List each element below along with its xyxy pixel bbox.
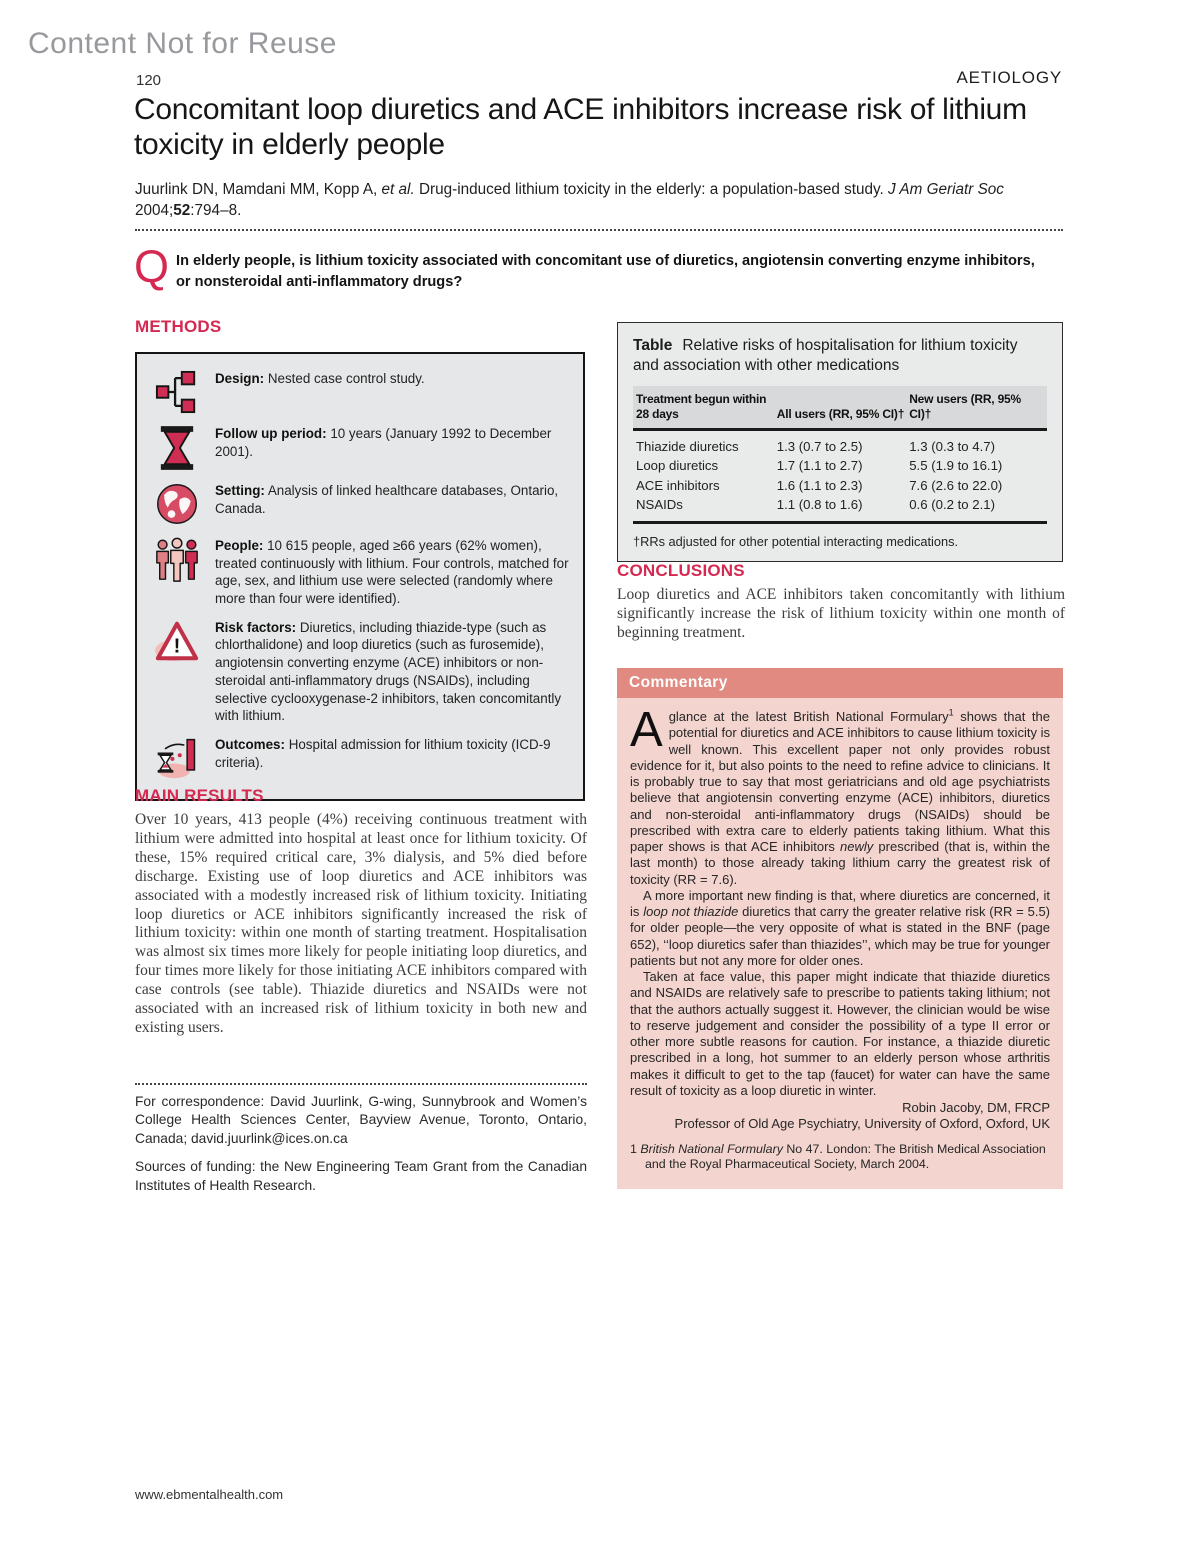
main-results-heading: MAIN RESULTS [135,786,264,805]
commentary-paragraph-1: Aglance at the latest British National Formulary$^1$ shows that the potential for diuretics and ACE inhibitors to cause lithium toxicity is well known. This excellent paper not only provides robust evidence for it, but also points to the need to refine advice to clinicians. It is probably true to say that most geriatricians and old age psychiatrists believe that angiotensin converting enzyme (ACE) inhibitors, diuretics and non-steroidal anti-inflammatory drugs (NSAIDs) should be prescribed with extra care to elderly patients taking lithium. What this paper shows is that ACE inhibitors newly prescribed (that is, within the last month) to those already taking lithium carry the greatest risk of toxicity (RR = 7.6). [630,703,1051,887]
column-header-all-users: All users (RR, 95% CI)† [774,386,906,430]
new-users-value: 7.6 (2.6 to 22.0) [909,477,1003,493]
row-label: Thiazide diuretics [636,439,739,455]
table-footnote: †RRs adjusted for other potential interacting medications. [633,533,959,549]
method-label: Risk factors: [215,619,297,635]
method-text: Risk factors: Diuretics, including thiazide-type (such as chlorthalidone) and loop diuretics (such as furosemide), angiotensin converting enzyme (ACE) inhibitors or non-steroidal anti-inflammatory drugs (NSAIDs), including selective cyclooxygenase-2 inhibitors, taken concomitantly with lithium. [215,619,562,724]
row-label: NSAIDs [636,496,683,512]
people-icon [151,537,203,583]
conclusions-section [617,561,1065,643]
section-label: AETIOLOGY [956,68,1062,87]
column-header-treatment: Treatment begun within 28 days [633,386,774,430]
all-users-value: 1.1 (0.8 to 1.6) [776,496,863,512]
method-row-design [151,370,570,414]
warning-icon [151,619,203,663]
commentary-card [617,668,1063,1189]
citation-authors: Juurlink DN, Mamdani MM, Kopp A, [135,181,382,198]
funding-text: Sources of funding: the New Engineering Team Grant from the Canadian Institutes of Health Research. [135,1159,587,1193]
new-users-value: 1.3 (0.3 to 4.7) [909,439,995,455]
outcomes-icon [151,736,203,780]
main-results-section [135,786,587,1038]
method-row-outcomes [151,736,570,780]
commentary-paragraph-2: A more important new finding is that, where diuretics are concerned, it is loop not thiazide diuretics that carry the greater relative risk (RR = 5.5) for older people—the very opposite of what is stated in the BNF (page 652), ‘‘loop diuretics safer than thiazides’’, which may be true for younger patients but not any more for older ones. [630,887,1051,968]
commentary-body [617,698,1063,1189]
dotted-divider-top [135,229,1063,231]
table-title [633,336,1047,376]
page-number: 120 [136,72,162,89]
table-row [633,495,1047,523]
method-label: Follow up period: [215,426,327,441]
method-row-setting [151,482,570,526]
question-text: In elderly people, is lithium toxicity associated with concomitant use of diuretics, angiotensin converting enzyme inhibitors, or nonsteroidal anti-inflammatory drugs? [176,253,1035,290]
main-results-text: Over 10 years, 413 people (4%) receiving continuous treatment with lithium were admitted into hospital at least once for lithium toxicity. Of these, 15% required critical care, 3% dialysis, and 5% died before discharge. Existing use of loop diuretics and ACE inhibitors was associated with a modestly increased risk of lithium toxicity. Initiating loop diuretics or ACE inhibitors significantly increased the risk of lithium toxicity: within one month of starting treatment. Hospitalisation was almost six times more likely for people initiating loop diuretics, and four times more likely for those initiating ACE inhibitors compared with case controls (see table). Thiazide diuretics and NSAIDs were not associated with an increased risk of lithium toxicity in both new and existing users. [135,811,587,1036]
commentary-reference: 1 British National Formulary No 47. London: The British Medical Association and the Royal Pharmaceutical Society, March 2004. [630,1141,1046,1172]
table-card [617,322,1063,562]
table-caption: Relative risks of hospitalisation for lithium toxicity and association with other medications [633,337,1018,375]
table-row [633,456,1047,475]
article-title: Concomitant loop diuretics and ACE inhibitors increase risk of lithium toxicity in elderly people [134,93,1027,162]
method-row-followup [151,425,570,471]
method-label: Setting: [215,483,265,498]
citation-pages: :794–8. [190,202,242,220]
hourglass-icon [151,425,203,471]
method-text: Follow up period: 10 years (January 1992 to December 2001). [215,426,552,459]
new-users-value: 5.5 (1.9 to 16.1) [909,458,1003,474]
citation-journal: J Am Geriatr Soc [888,181,1004,198]
all-users-value: 1.6 (1.1 to 2.3) [776,477,863,493]
method-text: People: 10 615 people, aged ≥66 years (62% women), treated continuously with lithium. Four controls, matched for age, sex, and lithium use were selected (randomly where more than four were identified). [215,538,569,607]
method-label: People: [215,538,264,553]
journal-url: www.ebmentalhealth.com [135,1487,284,1502]
all-users-value: 1.7 (1.1 to 2.7) [776,458,863,474]
method-row-people [151,537,570,608]
commentator-name: Robin Jacoby, DM, FRCP [902,1100,1050,1115]
citation-volume: 52 [173,202,191,220]
table-row [633,476,1047,495]
method-text: Outcomes: Hospital admission for lithium toxicity (ICD-9 criteria). [215,736,551,770]
citation-etal: et al. [381,181,415,198]
flowchart-icon [151,370,203,414]
relative-risks-table [633,386,1047,524]
question-block [134,241,1039,292]
method-label: Design: [215,371,265,386]
commentary-heading: Commentary [617,668,1063,698]
reference-superscript: 1 [948,707,954,718]
methods-box [135,352,585,801]
new-users-value: 0.6 (0.2 to 2.1) [909,496,995,512]
conclusions-text: Loop diuretics and ACE inhibitors taken concomitantly with lithium significantly increase the risk of lithium toxicity within one month of beginning treatment. [617,586,1065,641]
correspondence-section [135,1083,587,1195]
watermark: Content Not for Reuse [28,27,337,60]
row-label: Loop diuretics [636,458,719,474]
conclusions-heading: CONCLUSIONS [617,561,745,580]
svg-text:!: ! [173,635,181,658]
row-label: ACE inhibitors [636,477,720,493]
globe-icon [151,482,203,526]
commentary-paragraph-3: Taken at face value, this paper might indicate that thiazide diuretics and NSAIDs are relatively safe to prescribe to patients taking lithium; not that the authors actually suggest it. However, the clinician would be wise to reserve judgement and consider the possibility of a type II error or other more subtle reasons for caution. For instance, a thiazide diuretic prescribed in a long, hot summer to an elderly person whose arthritis makes it difficult to get to the tap (faucet) for water can have the same result of toxicity as a loop diuretic in winter. [630,969,1050,1098]
all-users-value: 1.3 (0.7 to 2.5) [776,439,863,455]
citation-year: 2004; [135,202,174,220]
question-icon: Q [134,241,170,292]
citation [135,179,1070,222]
citation-study: Drug-induced lithium toxicity in the elderly: a population-based study. [414,181,889,198]
method-text: Setting: Analysis of linked healthcare databases, Ontario, Canada. [215,483,559,516]
drop-cap: A [630,703,663,757]
table-row [633,430,1047,457]
method-row-riskfactors [151,619,570,725]
table-header-row [633,386,1047,430]
table-label: Table [633,337,673,354]
method-label: Outcomes: [215,736,285,752]
method-text: Design: Nested case control study. [215,371,425,386]
commentator-affiliation: Professor of Old Age Psychiatry, University of Oxford, Oxford, UK [674,1116,1050,1132]
methods-heading: METHODS [135,317,222,336]
dotted-divider-correspondence [135,1083,587,1085]
correspondence-text: For correspondence: David Juurlink, G-wing, Sunnybrook and Women’s College Health Sciences Center, Bayview Avenue, Toronto, Ontario, Canada; david.juurlink@ices.on.ca [135,1094,587,1146]
column-header-new-users: New users (RR, 95% CI)† [906,386,1047,430]
